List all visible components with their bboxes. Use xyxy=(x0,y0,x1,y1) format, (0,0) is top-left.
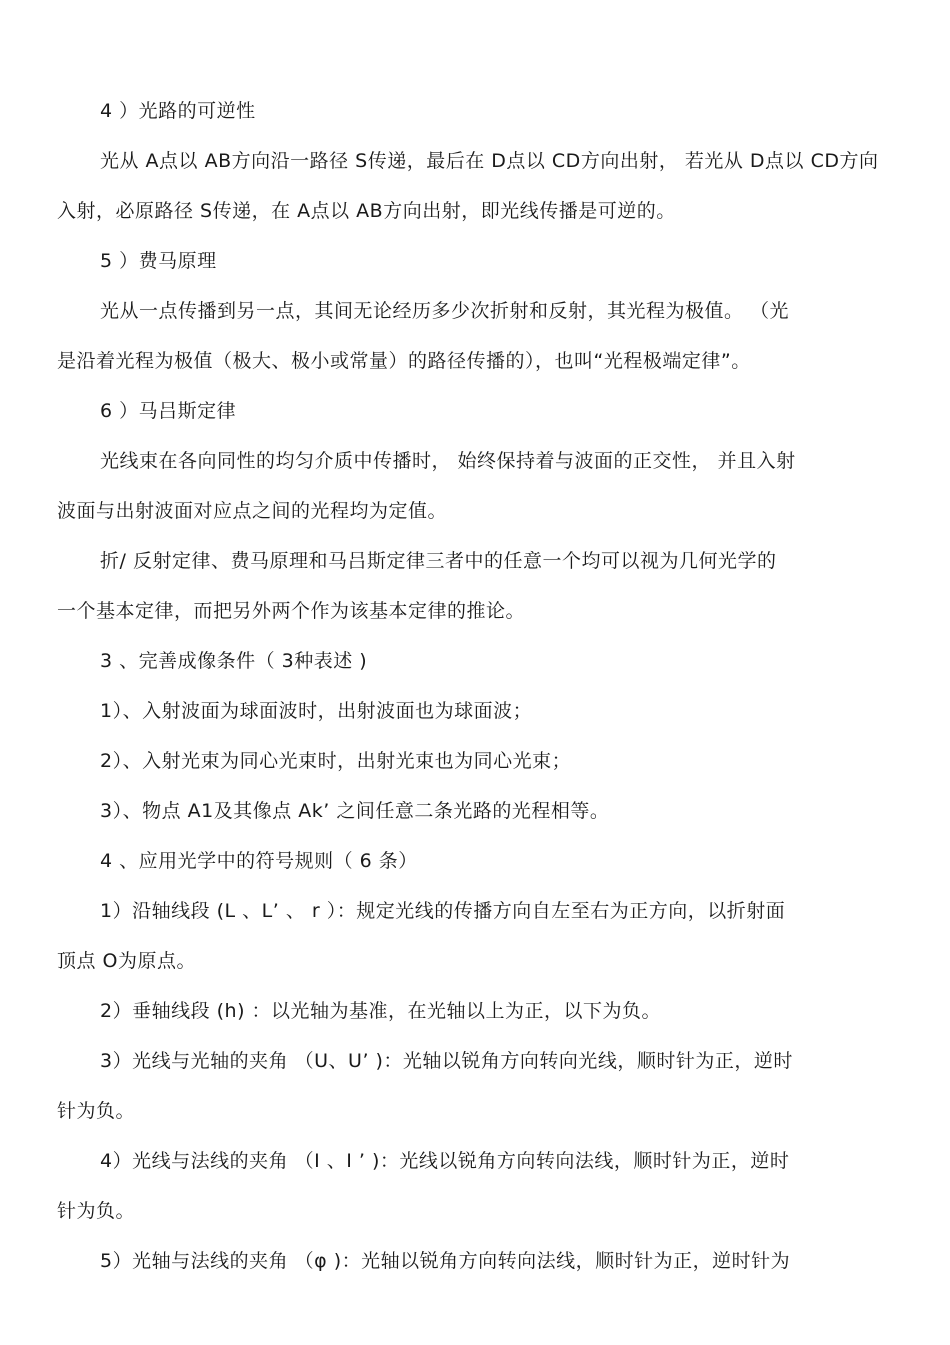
list-item: 1）沿轴线段 (L 、L’ 、 r ）：规定光线的传播方向自左至右为正方向，以折射面 xyxy=(100,900,786,922)
heading-fermat: 5 ）费马原理 xyxy=(100,250,217,272)
paragraph-line: 入射，必原路径 S传递，在 A点以 AB方向出射，即光线传播是可逆的。 xyxy=(57,200,676,222)
paragraph-line: 折/ 反射定律、费马原理和马吕斯定律三者中的任意一个均可以视为几何光学的 xyxy=(100,550,777,572)
heading-sign-rules: 4 、应用光学中的符号规则（ 6 条） xyxy=(100,850,418,872)
paragraph-line: 波面与出射波面对应点之间的光程均为定值。 xyxy=(57,500,448,522)
list-item: 3）光线与光轴的夹角 （U、U’ )：光轴以锐角方向转向光线，顺时针为正，逆时 xyxy=(100,1050,793,1072)
paragraph-line: 光从 A点以 AB方向沿一路径 S传递，最后在 D点以 CD方向出射， 若光从 D点以 CD方向 xyxy=(100,150,879,172)
list-item: 4）光线与法线的夹角 （I 、I ’ )：光线以锐角方向转向法线，顺时针为正，逆时 xyxy=(100,1150,790,1172)
heading-malus: 6 ）马吕斯定律 xyxy=(100,400,237,422)
heading-perfect-imaging: 3 、完善成像条件（ 3种表述 ) xyxy=(100,650,368,672)
list-item: 2）垂轴线段 (h) ：以光轴为基准，在光轴以上为正，以下为负。 xyxy=(100,1000,662,1022)
paragraph-line: 光从一点传播到另一点，其间无论经历多少次折射和反射，其光程为极值。 （光 xyxy=(100,300,790,322)
paragraph-line: 一个基本定律，而把另外两个作为该基本定律的推论。 xyxy=(57,600,526,622)
paragraph-line: 针为负。 xyxy=(57,1200,136,1222)
list-item: 5）光轴与法线的夹角 （φ )：光轴以锐角方向转向法线，顺时针为正，逆时针为 xyxy=(100,1250,791,1272)
list-item: 1）、入射波面为球面波时，出射波面也为球面波； xyxy=(100,700,533,722)
paragraph-line: 顶点 O为原点。 xyxy=(57,950,196,972)
paragraph-line: 是沿着光程为极值（极大、极小或常量）的路径传播的），也叫“光程极端定律”。 xyxy=(57,350,751,372)
heading-reversibility: 4 ）光路的可逆性 xyxy=(100,100,256,122)
paragraph-line: 光线束在各向同性的均匀介质中传播时， 始终保持着与波面的正交性， 并且入射 xyxy=(100,450,796,472)
list-item: 2）、入射光束为同心光束时，出射光束也为同心光束； xyxy=(100,750,572,772)
list-item: 3）、物点 A1及其像点 Ak’ 之间任意二条光路的光程相等。 xyxy=(100,800,610,822)
paragraph-line: 针为负。 xyxy=(57,1100,136,1122)
